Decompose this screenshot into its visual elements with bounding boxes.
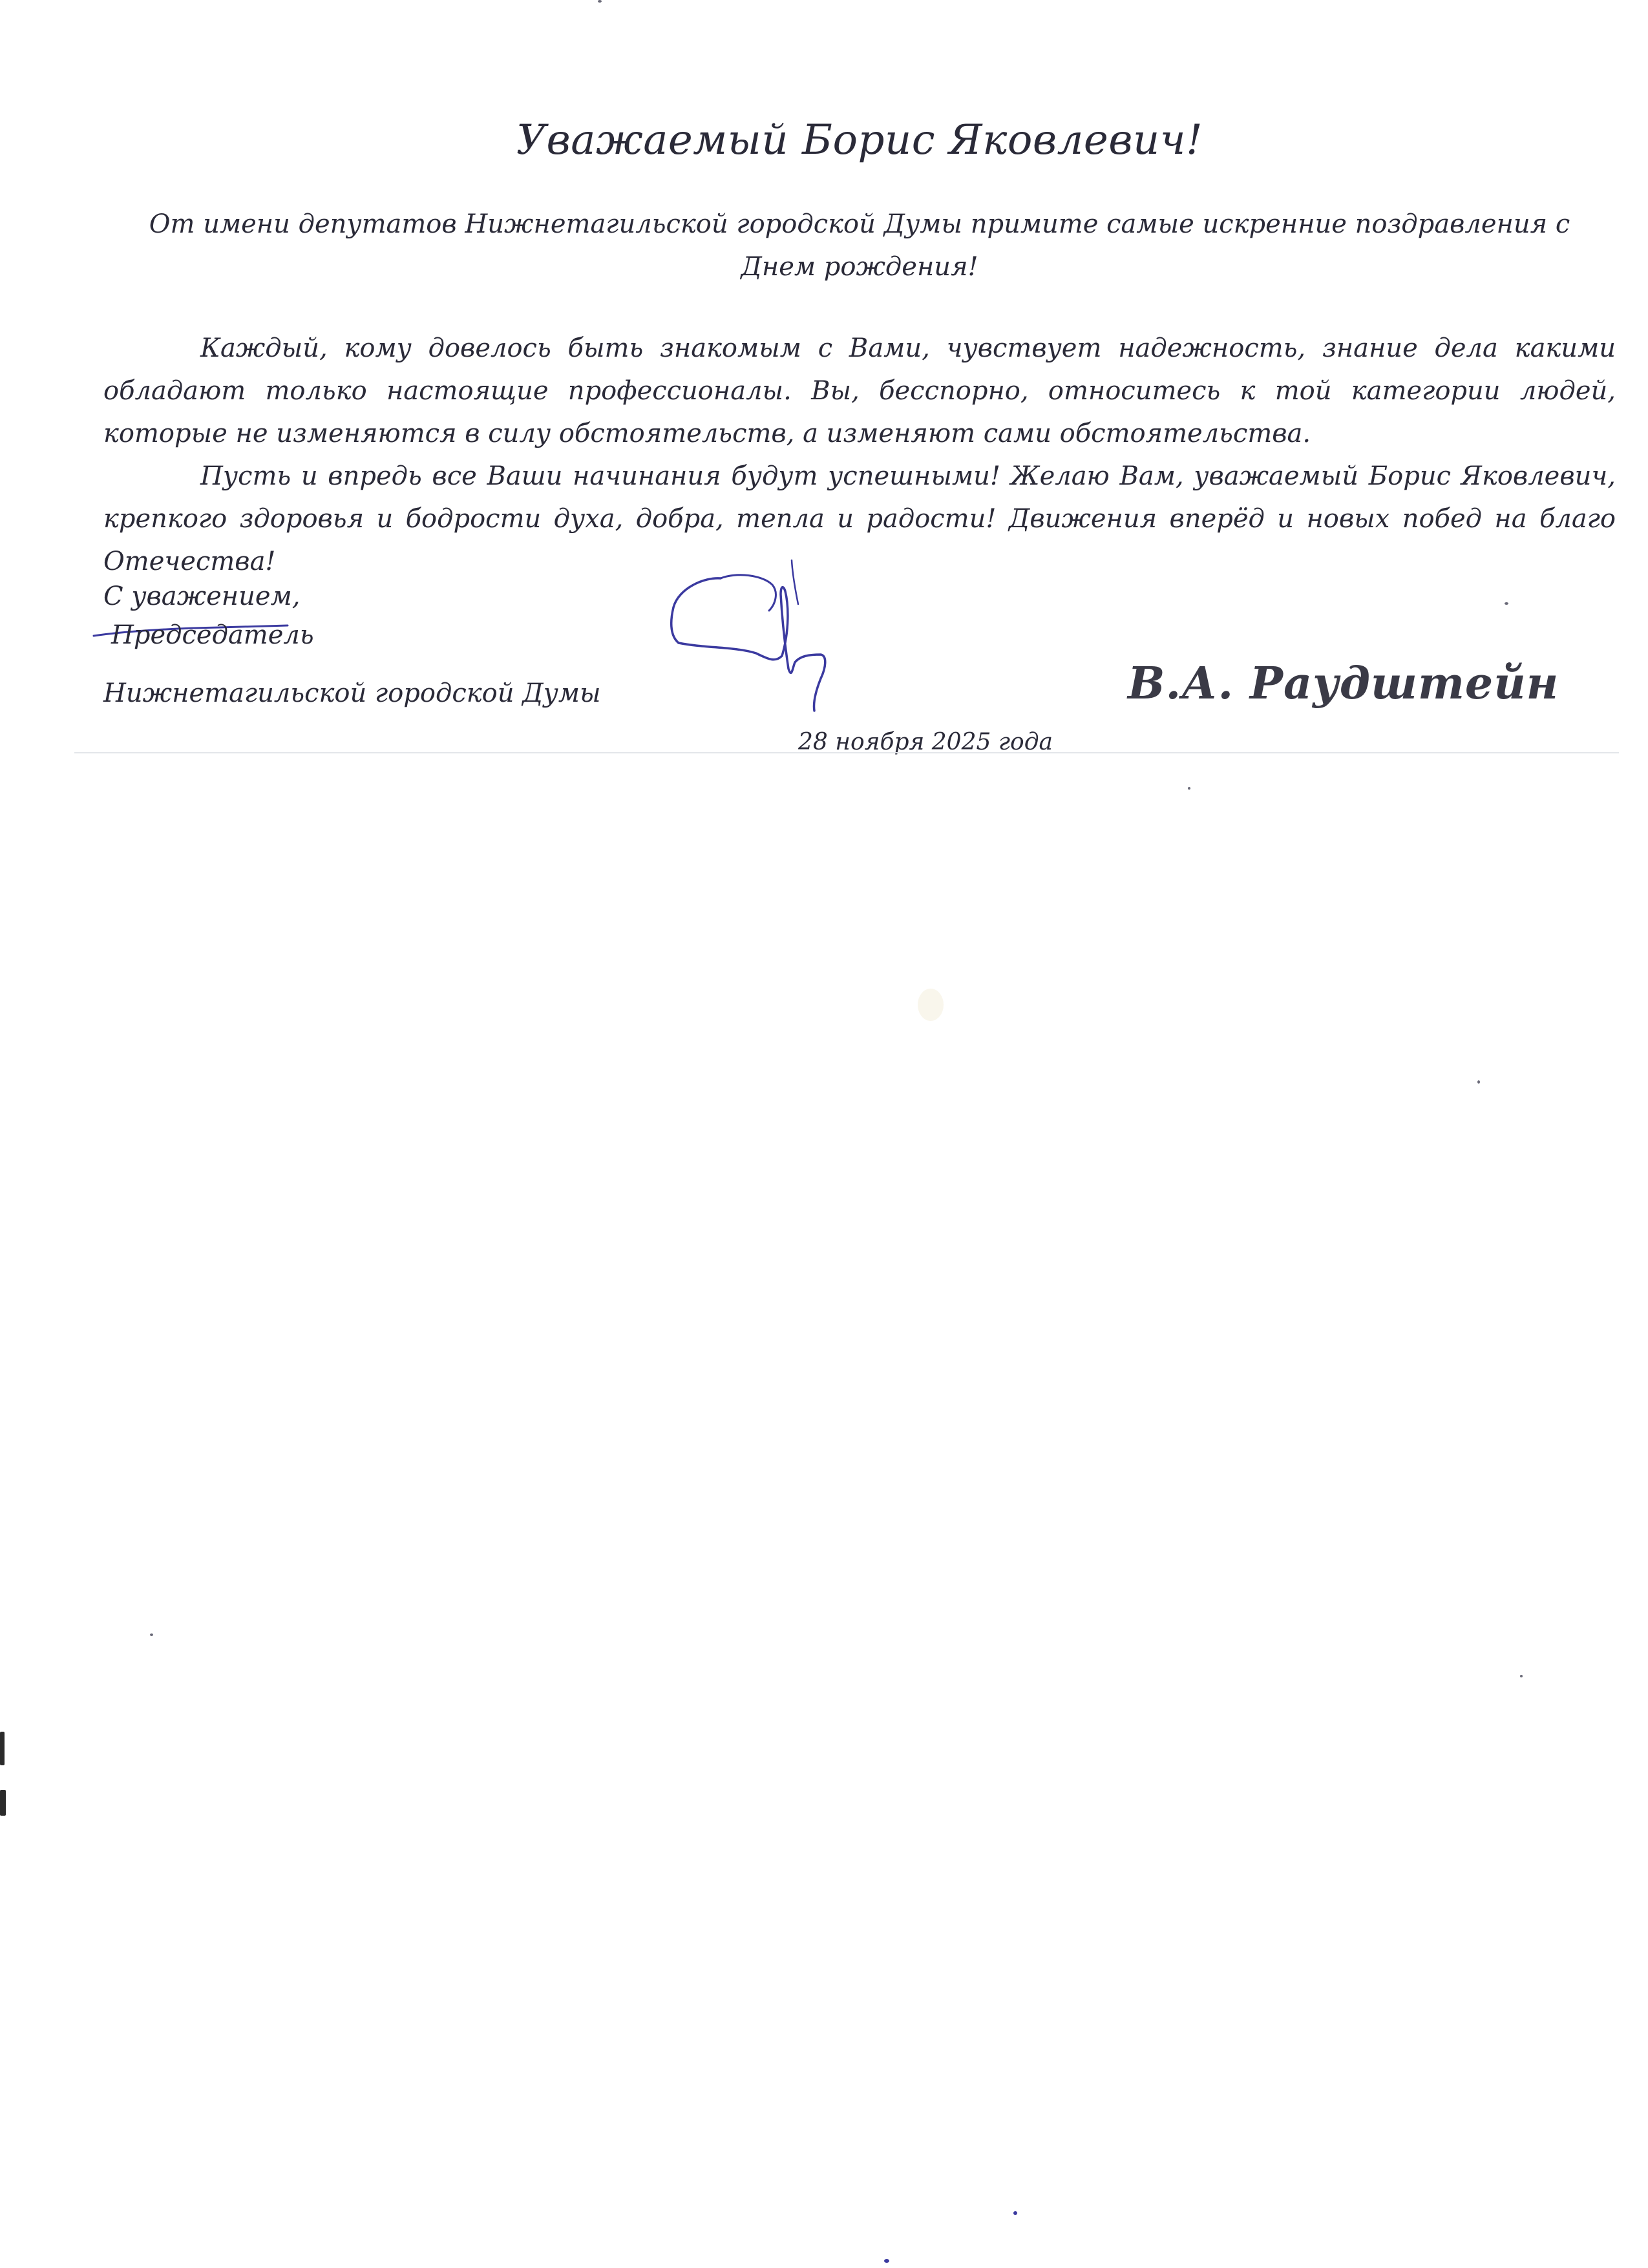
scan-speck <box>1477 1080 1480 1084</box>
body-paragraph-2: Пусть и впредь все Ваши начинания будут успешными! Желаю Вам, уважаемый Борис Яковлевич, крепкого здоровья и бодрости духа, добра, тепла и радости! Движения вперёд и новых побед на благо Отечества! <box>103 461 1616 576</box>
signer-position: Председатель <box>111 620 314 650</box>
body-paragraph-1: Каждый, кому довелось быть знакомым с Вами, чувствует надежность, знание дела какими обладают только настоящие профессионалы. Вы, бесспорно, относитесь к той категории людей, которые не изменяются в силу обстоятельств, а изменяют сами обстоятельства. <box>103 333 1616 448</box>
scan-speck <box>150 1633 153 1636</box>
scan-speck <box>1013 2211 1017 2215</box>
intro-paragraph: От имени депутатов Нижнетагильской городской Думы примите самые искренние поздравления с Днем рождения! <box>149 209 1570 282</box>
scan-speck <box>1188 787 1190 790</box>
signer-name: В.А. Раудштейн <box>1128 658 1559 709</box>
scan-speck <box>1520 1675 1523 1677</box>
scan-speck <box>884 2259 889 2263</box>
scan-speck <box>598 0 602 3</box>
letter-body <box>103 116 1616 583</box>
scan-edge-mark <box>0 1732 5 1765</box>
closing-regards: С уважением, <box>103 582 301 611</box>
scan-edge-mark <box>0 1790 6 1816</box>
scan-speck <box>1505 602 1508 605</box>
paper-stain <box>918 989 944 1021</box>
handwritten-signature <box>666 559 860 714</box>
signature-block <box>103 582 1616 762</box>
salutation: Уважаемый Борис Яковлевич! <box>516 116 1203 164</box>
divider-line <box>74 752 1619 753</box>
signing-date: 28 ноября 2025 года <box>798 729 1053 755</box>
signer-organization: Нижнетагильской городской Думы <box>103 678 601 708</box>
